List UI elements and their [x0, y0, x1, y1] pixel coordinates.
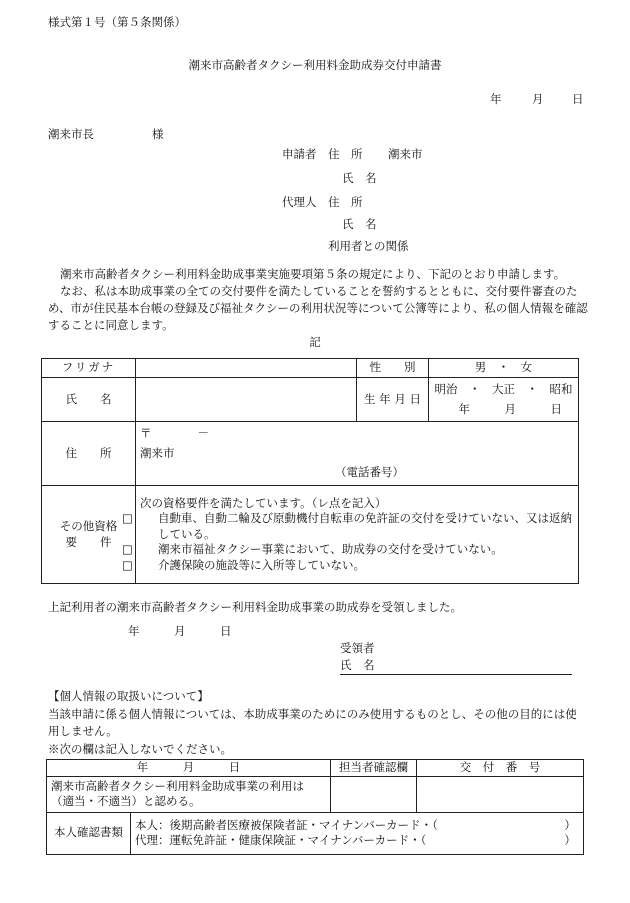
era-options: 明治 ・ 大正 ・ 昭和: [434, 381, 573, 396]
applicant-address-label: 住 所: [328, 147, 363, 161]
receiver-name-label: 氏 名: [340, 658, 375, 672]
ki-mark: 記: [309, 335, 321, 349]
other-requirements-label: その他資格 要 件: [42, 486, 136, 584]
requirement-1[interactable]: □ 自動車、自動二輪及び原動機付自転車の免許証の交付を受けていない、又は返納している。: [122, 511, 572, 541]
receipt-text: 上記利用者の潮来市高齢者タクシー利用料金助成事業の助成券を受領しました。: [48, 600, 462, 614]
id-self: 本人：後期高齢者医療被保険者証・マイナンバーカード・（ ）: [135, 817, 576, 832]
staff-check-header: 担当者確認欄: [331, 760, 417, 777]
requirement-2[interactable]: □ 潮来市福祉タクシー事業において、助成券の交付を受けていない。: [122, 542, 503, 557]
issue-number-field[interactable]: [417, 776, 584, 812]
checkbox-icon[interactable]: □: [122, 542, 133, 557]
name-field[interactable]: [136, 378, 357, 422]
date-day: 日: [572, 92, 584, 106]
office-date-header: 年 月 日: [47, 760, 331, 777]
address-city: 潮来市: [140, 445, 175, 460]
checkbox-icon[interactable]: □: [122, 557, 133, 572]
staff-check-field[interactable]: [331, 776, 417, 812]
date-month: 月: [532, 92, 544, 106]
phone-label: （電話番号）: [335, 465, 404, 480]
furigana-label: フリガナ: [42, 359, 136, 378]
addressee-sama: 様: [152, 127, 164, 141]
birth-field[interactable]: [429, 378, 579, 422]
name-label: 氏 名: [42, 378, 136, 422]
form-number: 様式第１号（第５条関係）: [48, 15, 186, 29]
address-field[interactable]: [136, 422, 579, 486]
relation-label: 利用者との関係: [328, 239, 409, 253]
approval-cell: 潮来市高齢者タクシー利用料金助成事業の利用は （適当・不適当）と認める。: [47, 776, 331, 812]
receipt-date: 年 月 日: [128, 624, 232, 638]
checkbox-icon[interactable]: □: [122, 511, 133, 526]
birth-ymd: 年 月 日: [458, 401, 562, 416]
body-paragraph-1: 潮来市高齢者タクシー利用料金助成事業実施要項第５条の規定により、下記のとおり申請します。: [60, 267, 566, 281]
privacy-text: 当該申請に係る個人情報については、本助成事業のためにのみ使用するものとし、その他の目的には使用しません。: [48, 707, 577, 738]
agent-address-label: 住 所: [328, 195, 363, 209]
receiver-name-underline: [340, 674, 572, 675]
gender-label: 性 別: [357, 359, 429, 378]
privacy-heading: 【個人情報の取扱いについて】: [48, 689, 209, 703]
id-document-field[interactable]: [131, 812, 584, 854]
page-title: 潮来市高齢者タクシー利用料金助成券交付申請書: [188, 58, 442, 72]
office-table: [46, 759, 584, 855]
addressee: 潮来市長: [48, 127, 94, 141]
birth-label: 生 年 月 日: [357, 378, 429, 422]
agent-name-label: 氏 名: [342, 217, 377, 231]
requirements-field: [122, 486, 579, 584]
requirements-intro: 次の資格要件を満たしています。（レ点を記入）: [140, 495, 387, 510]
office-note: ※次の欄は記入しないでください。: [48, 742, 232, 756]
address-label: 住 所: [42, 422, 136, 486]
requirement-3[interactable]: □ 介護保険の施設等に入所等していない。: [122, 557, 365, 572]
agent-label: 代理人: [282, 195, 317, 209]
furigana-field[interactable]: [136, 359, 357, 378]
postal-code: 〒 －: [140, 426, 209, 441]
applicant-address-value: 潮来市: [388, 147, 423, 161]
body-paragraph-2: なお、私は本助成事業の全ての交付要件を満たしていることを誓約するとともに、交付要件審査のため、市が住民基本台帳の登録及び福祉タクシーの利用状況等について公簿等により、私の個人情報を確認することに同意します。: [48, 284, 588, 332]
applicant-label: 申請者: [282, 147, 317, 161]
id-document-label: 本人確認書類: [47, 812, 131, 854]
applicant-name-label: 氏 名: [342, 171, 377, 185]
gender-options[interactable]: 男 ・ 女: [429, 359, 579, 378]
receiver-label: 受領者: [340, 641, 375, 655]
id-agent: 代理：運転免許証・健康保険証・マイナンバーカード・（ ）: [135, 833, 576, 848]
application-table: [41, 358, 579, 584]
issue-number-header: 交 付 番 号: [417, 760, 584, 777]
date-year: 年: [490, 92, 502, 106]
